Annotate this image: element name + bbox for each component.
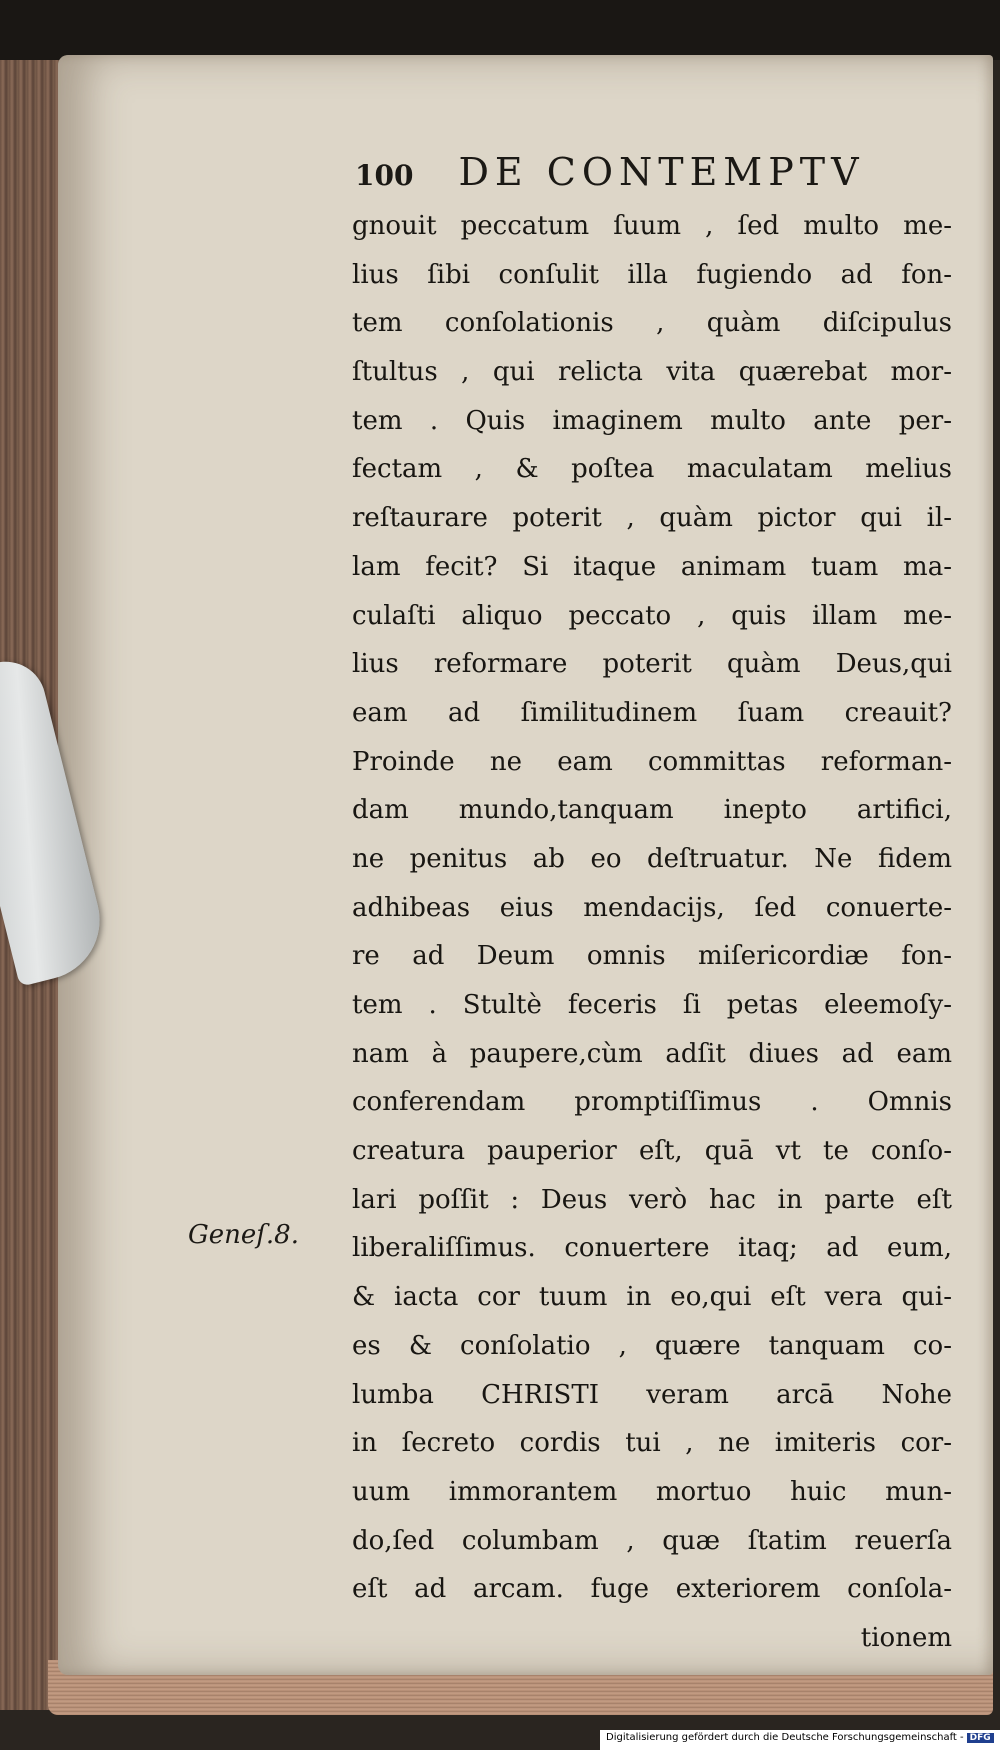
text-line: adhibeas eius mendacijs, ſed conuerte-: [352, 892, 952, 923]
page-number: 100: [355, 159, 414, 192]
text-line: es & conſolatio , quære tanquam co-: [352, 1330, 952, 1361]
text-line: liberaliſſimus. conuertere itaq; ad eum,: [352, 1233, 952, 1264]
text-line: lumba CHRISTI veram arcā Nohe: [352, 1379, 952, 1410]
background-top: [0, 0, 1000, 60]
text-line: lius ſibi conſulit illa fugiendo ad fon-: [352, 259, 952, 290]
text-line: do,ſed columbam , quæ ſtatim reuerſa: [352, 1525, 952, 1556]
text-line: tem conſolationis , quàm diſcipulus: [352, 308, 952, 339]
text-line: lari poſſit : Deus verò hac in parte eſt: [352, 1184, 952, 1215]
funding-credit: [606, 1732, 994, 1743]
text-line: uum immorantem mortuo huic mun-: [352, 1476, 952, 1507]
text-line: ſtultus , qui relicta vita quærebat mor-: [352, 357, 952, 388]
running-title: DE CONTEMPTV: [458, 150, 865, 194]
text-line: ne penitus ab eo deſtruatur. Ne fidem: [352, 843, 952, 874]
marginal-note: Geneſ.8.: [188, 1220, 299, 1250]
page-header: [355, 150, 915, 200]
catchword: tionem: [860, 1622, 952, 1653]
text-line: eam ad ſimilitudinem ſuam creauit?: [352, 697, 952, 728]
text-line: lam fecit? Si itaque animam tuam ma-: [352, 551, 952, 582]
text-line: eſt ad arcam. fuge exteriorem conſola-: [352, 1574, 952, 1605]
text-line: culaſti aliquo peccato , quis illam me-: [352, 600, 952, 631]
text-line: nam à paupere,cùm adſit diues ad eam: [352, 1038, 952, 1069]
text-line: dam mundo,tanquam inepto artifici,: [352, 795, 952, 826]
text-line: creatura pauperior eſt, quā vt te conſo-: [352, 1136, 952, 1167]
text-line: tem . Quis imaginem multo ante per-: [352, 405, 952, 436]
text-line: & iacta cor tuum in eo,qui eſt vera qui-: [352, 1282, 952, 1313]
text-line: tem . Stultè feceris ſi petas eleemoſy-: [352, 990, 952, 1020]
dfg-logo: DFG: [967, 1733, 994, 1743]
text-line: lius reformare poterit quàm Deus,qui: [352, 649, 952, 680]
funding-credit-text: Digitalisierung gefördert durch die Deutsche Forschungsgemeinschaft -: [606, 1732, 964, 1743]
text-line: conferendam promptiſſimus . Omnis: [352, 1087, 952, 1118]
text-line: reſtaurare poterit , quàm pictor qui il-: [352, 503, 952, 534]
text-line: re ad Deum omnis miſericordiæ fon-: [352, 941, 952, 972]
text-line: in ſecreto cordis tui , ne imiteris cor-: [352, 1428, 952, 1459]
body-text: [352, 202, 952, 1663]
text-line: fectam , & poſtea maculatam melius: [352, 454, 952, 485]
text-line: gnouit peccatum ſuum , ſed multo me-: [352, 211, 952, 241]
text-line: Proinde ne eam committas reforman-: [352, 746, 952, 777]
